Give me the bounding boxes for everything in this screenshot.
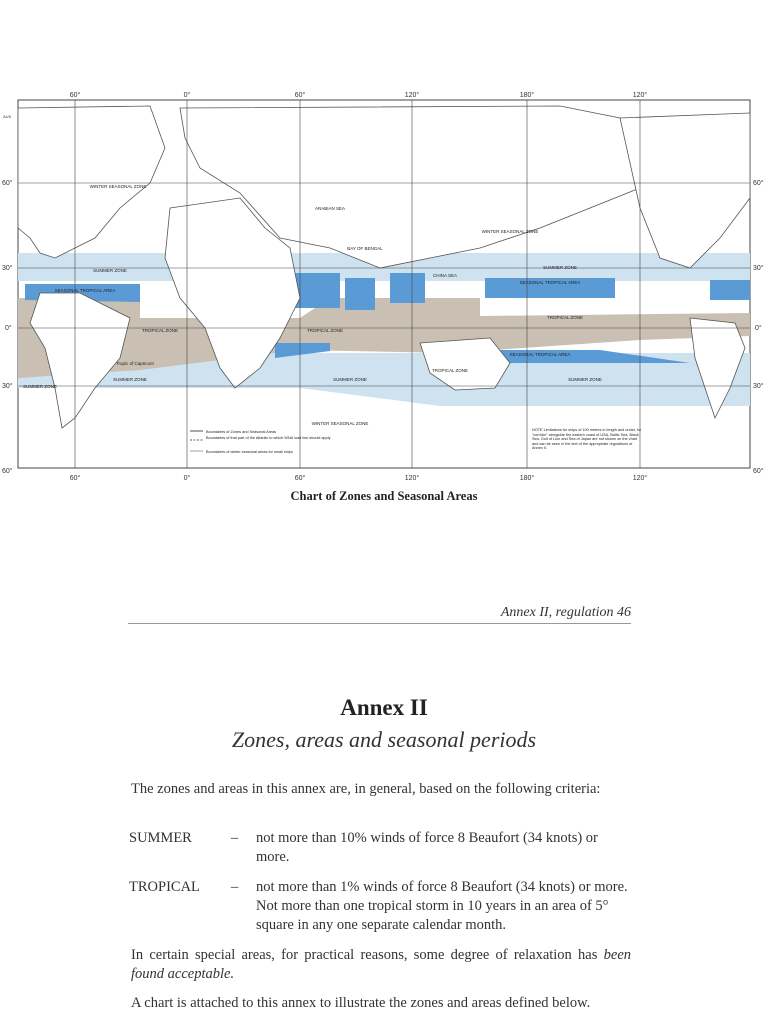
legend-item-2: Boundaries of that part of the Atlantic to which WNA load line should apply — [206, 436, 331, 440]
tropic-of-capricorn: Tropic of Capricorn — [115, 361, 155, 366]
zone-chart-svg — [0, 88, 768, 488]
lat-right-2: 30° — [753, 265, 764, 272]
zone-chart — [0, 88, 768, 488]
lon-bottom-1: 60° — [69, 475, 81, 482]
zone-label-tropical-2: TROPICAL ZONE — [306, 328, 344, 333]
zone-label-summer-2: SUMMER ZONE — [113, 377, 147, 382]
relaxation-paragraph — [131, 946, 631, 984]
lon-bottom-2: 0° — [183, 475, 191, 482]
zone-label-tropical-1: TROPICAL ZONE — [141, 328, 179, 333]
zone-label-seasonal-1: SEASONAL TROPICAL AREA — [54, 288, 116, 293]
zone-label-winter-1: WINTER SEASONAL ZONE — [89, 184, 147, 189]
lon-top-4: 120° — [404, 92, 420, 99]
china-sea-area — [390, 273, 425, 303]
chart-note: NOTE Limitations for ships of 100 metres in length and under, for "corridor" alongside the eastern coast of USA, Baltic Sea, Black Sea, Gulf of Lion and Sea of Japan are not shown on the chart and can be seen in the text of the appropriate regulations of Annex II. — [532, 428, 642, 451]
lat-left-5: 60° — [2, 468, 13, 475]
annex-subtitle: Zones, areas and seasonal periods — [231, 727, 537, 752]
zone-label-seasonal-2: SEASONAL TROPICAL AREA — [519, 280, 581, 285]
lat-left-1: 60° — [2, 180, 13, 187]
bay-of-bengal-area — [345, 278, 375, 310]
definition-dash: – — [231, 830, 239, 846]
legend-item-1: Boundaries of Zones and Seasonal Areas — [206, 430, 277, 434]
lon-top-3: 60° — [294, 92, 306, 99]
definition-term: SUMMER — [129, 830, 192, 846]
lon-top-5: 180° — [519, 92, 535, 99]
zone-label-tropical-4: TROPICAL ZONE — [546, 315, 584, 320]
zone-label-arabian-sea: ARABIAN SEA — [314, 206, 346, 211]
zone-label-summer-6: SUMMER ZONE — [23, 384, 57, 389]
lat-right-5: 60° — [753, 468, 764, 475]
definition-summer — [129, 829, 634, 869]
lat-right-1: 60° — [753, 180, 764, 187]
zone-label-summer-3: SUMMER ZONE — [333, 377, 367, 382]
definition-tropical — [129, 878, 634, 938]
running-head-text: Annex II, regulation 46 — [500, 605, 631, 620]
closing-paragraph: A chart is attached to this annex to illustrate the zones and areas defined below. — [131, 995, 591, 1011]
lat-left-2: 30° — [2, 265, 13, 272]
lon-bottom-5: 180° — [519, 475, 535, 482]
definition-text: not more than 1% winds of force 8 Beaufort (34 knots) or more. Not more than one tropical storm in 10 years in an area of 5° square in any one separate calendar month. — [256, 879, 628, 933]
seasonal-tropical-east-pacific — [710, 280, 750, 300]
zone-label-bay-of-bengal: BAY OF BENGAL — [347, 246, 383, 251]
running-head — [128, 605, 631, 624]
lon-bottom-3: 60° — [294, 475, 306, 482]
definition-dash: – — [231, 879, 239, 895]
lon-top-6: 120° — [632, 92, 648, 99]
zone-label-china-sea: CHINA SEA — [432, 273, 458, 278]
chart-caption: Chart of Zones and Seasonal Areas — [290, 489, 478, 503]
zone-label-summer-4: SUMMER ZONE — [543, 265, 577, 270]
lat-left-3: 0° — [5, 325, 12, 332]
intro-paragraph: The zones and areas in this annex are, in general, based on the following criteria: — [131, 781, 601, 797]
lon-bottom-4: 120° — [404, 475, 420, 482]
lon-top-1: 60° — [69, 92, 81, 99]
zone-label-summer-1: SUMMER ZONE — [93, 268, 127, 273]
zone-label-seasonal-3: SEASONAL TROPICAL AREA — [509, 352, 571, 357]
relaxation-italic: been found acceptable. — [131, 947, 632, 982]
lon-bottom-6: 120° — [632, 475, 648, 482]
lat-right-3: 0° — [755, 325, 762, 332]
legend-item-3: Boundaries of winter seasonal areas for small ships — [206, 450, 293, 454]
lon-top-2: 0° — [183, 92, 191, 99]
zone-label-tropical-3: TROPICAL ZONE — [431, 368, 469, 373]
zone-label-winter-3: WINTER SEASONAL ZONE — [311, 421, 369, 426]
annex-title: Annex II — [340, 695, 428, 720]
relaxation-text: In certain special areas, for practical reasons, some degree of relaxation has — [131, 947, 598, 963]
lat-left-4: 30° — [2, 383, 13, 390]
definition-text: not more than 10% winds of force 8 Beaufort (34 knots) or more. — [256, 830, 598, 865]
lat-right-4: 30° — [753, 383, 764, 390]
zone-label-summer-5: SUMMER ZONE — [568, 377, 602, 382]
left-edge-label: AUS — [3, 114, 12, 119]
zone-label-winter-2: WINTER SEASONAL ZONE — [481, 229, 539, 234]
definition-term: TROPICAL — [129, 879, 200, 895]
